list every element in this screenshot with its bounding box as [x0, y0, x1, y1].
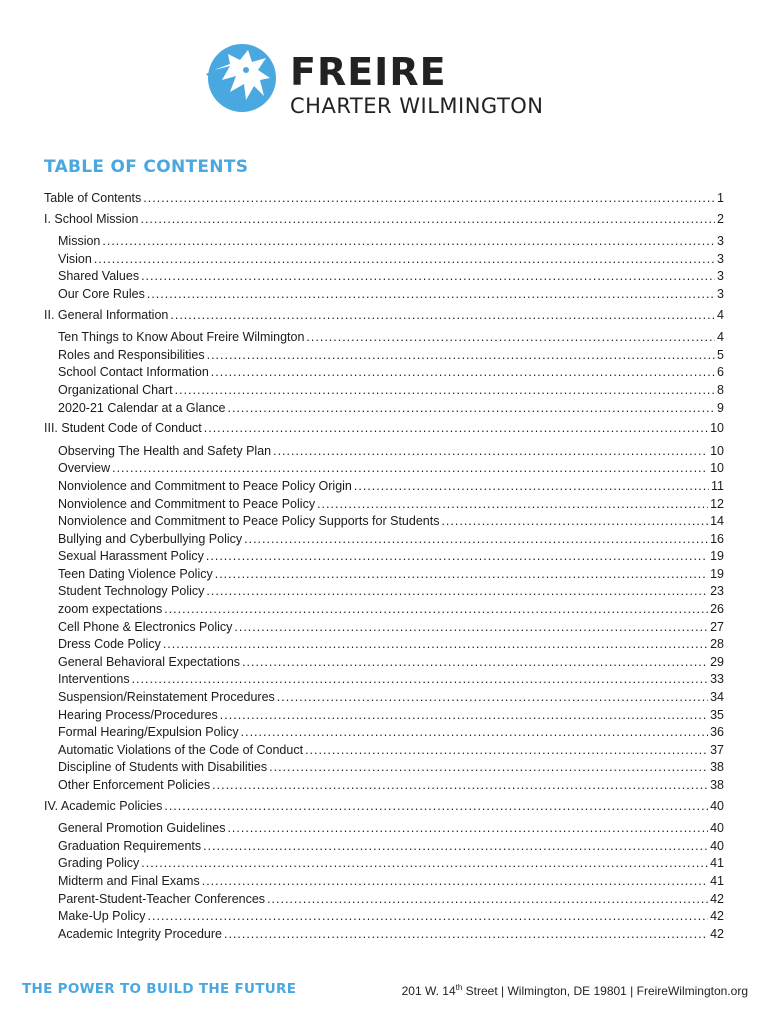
- toc-entry[interactable]: [44, 513, 724, 531]
- toc-entry[interactable]: [44, 926, 724, 944]
- toc-entry-page: 4: [717, 307, 724, 322]
- toc-entry-title: Table of Contents: [44, 191, 142, 205]
- toc-entry[interactable]: [44, 233, 724, 251]
- toc-entry-page: 23: [710, 584, 724, 599]
- toc-entry[interactable]: [44, 671, 724, 689]
- toc-entry-title: Overview: [58, 461, 111, 476]
- toc-leader-dots: [354, 478, 709, 496]
- toc-entry-title: Observing The Health and Safety Plan: [58, 443, 272, 458]
- toc-entry[interactable]: [44, 496, 724, 514]
- toc-entry[interactable]: [44, 873, 724, 891]
- toc-entry-page: 36: [710, 725, 724, 740]
- toc-entry-page: 28: [710, 637, 724, 652]
- toc-entry-title: Make-Up Policy: [58, 909, 146, 924]
- toc-leader-dots: [441, 513, 708, 531]
- toc-leader-dots: [227, 820, 708, 838]
- toc-leader-dots: [147, 286, 715, 304]
- toc-entry-page: 38: [710, 760, 724, 775]
- logo-title: FREIRE: [290, 50, 447, 94]
- toc-entry[interactable]: [44, 531, 724, 549]
- footer-address: [402, 983, 748, 998]
- toc-entry-page: 14: [710, 514, 724, 529]
- toc-entry-title: Our Core Rules: [58, 286, 145, 301]
- toc-leader-dots: [164, 601, 708, 619]
- logo-subtitle: CHARTER WILMINGTON: [290, 94, 544, 118]
- toc-entry-title: III. Student Code of Conduct: [44, 421, 202, 436]
- toc-leader-dots: [306, 329, 715, 347]
- toc-entry-title: Grading Policy: [58, 856, 140, 871]
- toc-entry[interactable]: [44, 460, 724, 478]
- toc-entry-page: 10: [710, 461, 724, 476]
- toc-entry-title: IV. Academic Policies: [44, 798, 163, 813]
- toc-entry[interactable]: [44, 777, 724, 795]
- toc-entry-title: Automatic Violations of the Code of Conduct: [58, 742, 304, 757]
- toc-entry[interactable]: [44, 307, 724, 325]
- toc-leader-dots: [94, 251, 715, 269]
- toc-leader-dots: [204, 420, 708, 438]
- toc-leader-dots: [175, 382, 715, 400]
- toc-leader-dots: [241, 724, 708, 742]
- toc-entry-page: 11: [711, 478, 724, 493]
- toc-entry-title: I. School Mission: [44, 211, 139, 226]
- address-part: Street | Wilmington, DE 19801 | FreireWilmington.org: [462, 984, 748, 998]
- toc-entry-title: Organizational Chart: [58, 382, 173, 397]
- toc-entry[interactable]: [44, 855, 724, 873]
- toc-entry[interactable]: [44, 798, 724, 816]
- toc-entry[interactable]: [44, 420, 724, 438]
- toc-entry[interactable]: [44, 891, 724, 909]
- toc-entry-title: Ten Things to Know About Freire Wilmington: [58, 330, 305, 345]
- toc-leader-dots: [140, 211, 715, 229]
- toc-entry-page: 35: [710, 707, 724, 722]
- toc-entry[interactable]: [44, 548, 724, 566]
- toc-entry[interactable]: [44, 347, 724, 365]
- toc-entry[interactable]: [44, 211, 724, 229]
- toc-entry-title: General Promotion Guidelines: [58, 821, 226, 836]
- toc-entry-title: Dress Code Policy: [58, 637, 161, 652]
- toc-leader-dots: [206, 583, 708, 601]
- toc-entry-page: 5: [717, 347, 724, 362]
- toc-entry[interactable]: [44, 601, 724, 619]
- toc-leader-dots: [170, 307, 715, 325]
- footer-tagline: THE POWER TO BUILD THE FUTURE: [22, 981, 297, 997]
- toc-entry[interactable]: [44, 759, 724, 777]
- address-part: 201 W. 14: [401, 984, 456, 998]
- toc-leader-dots: [206, 548, 708, 566]
- toc-entry[interactable]: [44, 583, 724, 601]
- toc-entry[interactable]: [44, 400, 724, 418]
- toc-entry[interactable]: [44, 268, 724, 286]
- toc-entry-title: Sexual Harassment Policy: [58, 549, 204, 564]
- toc-entry-page: 8: [717, 382, 724, 397]
- toc-entry-page: 4: [717, 330, 724, 345]
- toc-leader-dots: [242, 654, 708, 672]
- toc-entry-page: 37: [710, 742, 724, 757]
- toc-leader-dots: [267, 891, 708, 909]
- toc-leader-dots: [141, 855, 708, 873]
- toc-entry[interactable]: [44, 707, 724, 725]
- toc-entry[interactable]: [44, 364, 724, 382]
- toc-entry-title: Roles and Responsibilities: [58, 347, 205, 362]
- toc-entry-page: 10: [710, 443, 724, 458]
- dragon-head-icon: [200, 40, 280, 120]
- toc-leader-dots: [102, 233, 715, 251]
- toc-entry-title: Other Enforcement Policies: [58, 778, 211, 792]
- toc-entry-page: 40: [710, 821, 724, 836]
- address-superscript: th: [455, 983, 463, 992]
- toc-entry-page: 3: [717, 234, 724, 249]
- toc-entry[interactable]: [44, 329, 724, 347]
- toc-entry[interactable]: [44, 742, 724, 760]
- toc-entry[interactable]: [44, 636, 724, 654]
- toc-entry-page: 10: [710, 421, 724, 436]
- toc-entry-title: Bullying and Cyberbullying Policy: [58, 531, 243, 546]
- toc-entry-title: Student Technology Policy: [58, 584, 205, 599]
- toc-leader-dots: [234, 619, 708, 637]
- toc-entry[interactable]: [44, 478, 724, 496]
- toc-leader-dots: [244, 531, 708, 549]
- toc-entry-title: Hearing Process/Procedures: [58, 707, 218, 722]
- toc-entry[interactable]: [44, 443, 724, 461]
- toc-entry-title: Suspension/Reinstatement Procedures: [58, 690, 275, 705]
- toc-entry-title: Discipline of Students with Disabilities: [58, 760, 268, 775]
- page-title: TABLE OF CONTENTS: [44, 157, 249, 177]
- toc-entry-page: 33: [710, 672, 724, 687]
- toc-leader-dots: [164, 798, 708, 816]
- toc-entry-page: 26: [710, 602, 724, 617]
- toc-entry-page: 34: [710, 690, 724, 705]
- toc-entry[interactable]: [44, 566, 724, 584]
- toc-entry-title: Nonviolence and Commitment to Peace Policy Supports for Students: [58, 514, 440, 529]
- toc-entry[interactable]: [44, 286, 724, 304]
- toc-entry-page: 3: [717, 286, 724, 301]
- toc-leader-dots: [215, 566, 708, 584]
- toc-entry[interactable]: [44, 908, 724, 926]
- toc-entry[interactable]: [44, 724, 724, 742]
- toc-entry-page: 41: [710, 856, 724, 871]
- toc-entry-page: 41: [710, 873, 724, 888]
- toc-leader-dots: [148, 908, 709, 926]
- toc-leader-dots: [202, 873, 708, 891]
- toc-entry-page: 16: [710, 531, 724, 546]
- toc-entry-page: 2: [717, 211, 724, 226]
- toc-entry[interactable]: [44, 619, 724, 637]
- toc-entry-page: 40: [710, 838, 724, 853]
- toc-leader-dots: [207, 347, 715, 365]
- toc-leader-dots: [203, 838, 708, 856]
- toc-leader-dots: [211, 364, 715, 382]
- toc-entry-title: Nonviolence and Commitment to Peace Policy Origin: [58, 478, 352, 493]
- toc-entry-title: Interventions: [58, 672, 130, 687]
- toc-entry-title: Parent-Student-Teacher Conferences: [58, 891, 266, 906]
- toc-entry-title: Teen Dating Violence Policy: [58, 566, 213, 581]
- toc-leader-dots: [143, 190, 715, 208]
- toc-entry-title: Academic Integrity Procedure: [58, 926, 222, 941]
- toc-entry-title: zoom expectations: [58, 602, 163, 617]
- toc-entry-page: 42: [710, 891, 724, 906]
- toc-entry[interactable]: [44, 689, 724, 707]
- toc-entry-title: Mission: [58, 234, 101, 249]
- toc-entry-title: Shared Values: [58, 269, 140, 284]
- toc-leader-dots: [269, 759, 708, 777]
- toc-entry[interactable]: [44, 820, 724, 838]
- toc-leader-dots: [317, 496, 708, 514]
- toc-entry-page: 1: [717, 191, 724, 205]
- toc-entry-title: Formal Hearing/Expulsion Policy: [58, 725, 239, 740]
- toc-entry-title: Cell Phone & Electronics Policy: [58, 619, 233, 634]
- toc-leader-dots: [305, 742, 708, 760]
- toc-entry-page: 42: [710, 909, 724, 924]
- toc-entry[interactable]: [44, 190, 724, 208]
- school-logo: [200, 40, 580, 130]
- toc-entry-page: 3: [717, 251, 724, 266]
- toc-leader-dots: [220, 707, 708, 725]
- table-of-contents: [44, 190, 724, 943]
- toc-leader-dots: [163, 636, 708, 654]
- toc-entry-title: Vision: [58, 251, 92, 266]
- toc-entry-title: 2020-21 Calendar at a Glance: [58, 400, 226, 415]
- toc-entry-title: Graduation Requirements: [58, 838, 202, 853]
- toc-entry-page: 6: [717, 365, 724, 380]
- toc-entry[interactable]: [44, 251, 724, 269]
- toc-entry-title: Midterm and Final Exams: [58, 873, 200, 888]
- toc-entry-page: 19: [710, 566, 724, 581]
- toc-entry-title: II. General Information: [44, 307, 169, 322]
- toc-leader-dots: [227, 400, 715, 418]
- toc-leader-dots: [132, 671, 709, 689]
- toc-leader-dots: [273, 443, 708, 461]
- toc-leader-dots: [277, 689, 708, 707]
- toc-entry-page: 3: [717, 269, 724, 284]
- toc-entry-title: School Contact Information: [58, 365, 209, 380]
- toc-leader-dots: [212, 777, 708, 795]
- toc-leader-dots: [224, 926, 708, 944]
- toc-entry-page: 27: [710, 619, 724, 634]
- toc-entry-page: 38: [710, 778, 724, 792]
- toc-entry[interactable]: [44, 654, 724, 672]
- toc-entry-page: 40: [710, 798, 724, 813]
- toc-leader-dots: [141, 268, 715, 286]
- toc-leader-dots: [112, 460, 708, 478]
- toc-entry-page: 19: [710, 549, 724, 564]
- toc-entry-title: Nonviolence and Commitment to Peace Policy: [58, 496, 316, 511]
- toc-entry-page: 29: [710, 654, 724, 669]
- toc-entry-page: 42: [710, 926, 724, 941]
- toc-entry-title: General Behavioral Expectations: [58, 654, 241, 669]
- toc-entry[interactable]: [44, 382, 724, 400]
- toc-entry-page: 9: [717, 400, 724, 415]
- toc-entry[interactable]: [44, 838, 724, 856]
- toc-entry-page: 12: [710, 496, 724, 511]
